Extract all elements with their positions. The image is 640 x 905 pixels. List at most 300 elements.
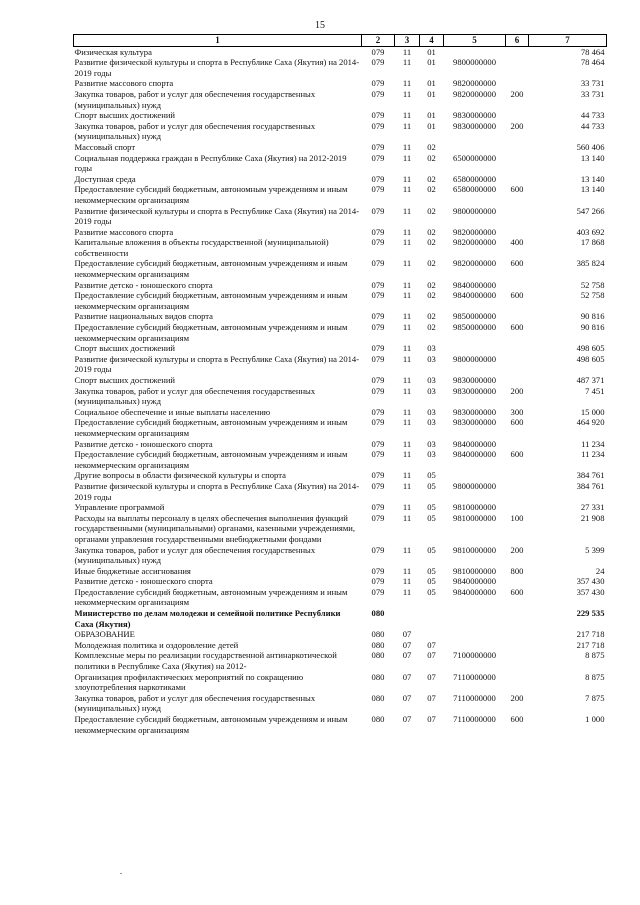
row-name: Предоставление субсидий бюджетным, автономным учреждениям и иным некоммерческим организациям: [74, 290, 348, 311]
row-section-code: 11: [402, 512, 412, 523]
row-expense-type: [506, 206, 529, 227]
table-row: [74, 640, 607, 651]
row-expense-type: [506, 470, 529, 481]
row-expense-type: 600: [510, 417, 524, 428]
row-name: Развитие детско - юношеского спорта: [74, 576, 213, 587]
row-section-code: 11: [402, 141, 412, 152]
row-section-code: 11: [402, 184, 412, 195]
table-row: [74, 57, 607, 78]
row-ministry-code: 080: [371, 639, 385, 650]
row-ministry-code: 079: [371, 502, 385, 513]
row-section-code: 11: [402, 311, 412, 322]
row-section-code: 11: [402, 205, 412, 216]
row-name: Социальная поддержка граждан в Республике Саха (Якутия) на 2012-2019 годы: [74, 152, 347, 174]
row-expense-type: 600: [510, 586, 524, 597]
row-subsection-code: 02: [427, 152, 436, 163]
scan-mark: [120, 873, 122, 874]
row-target-article: 9830000000: [453, 406, 496, 417]
row-ministry-code: 079: [371, 311, 385, 322]
row-section-code: 11: [402, 152, 412, 163]
row-name: Развитие массового спорта: [74, 226, 174, 237]
row-target-article: 9830000000: [453, 110, 496, 121]
row-amount: 384 761: [576, 480, 605, 491]
row-amount: 13 140: [580, 152, 605, 163]
table-row: [74, 672, 607, 693]
table-row: [74, 153, 607, 174]
row-name: Предоставление субсидий бюджетным, автономным учреждениям и иным некоммерческим организациям: [74, 417, 348, 438]
row-expense-type: [506, 640, 529, 651]
table-row: [74, 290, 607, 311]
row-ministry-code: 080: [371, 629, 385, 640]
row-section-code: 11: [402, 470, 412, 481]
table-row: [74, 608, 607, 629]
row-name: Расходы на выплаты персоналу в целях обеспечения выполнения функций государственными (муниципальными) органами, казенными учреждениями, органами управления государственными внебюджетными фондами: [74, 512, 356, 544]
table-row: [74, 629, 607, 640]
row-expense-type: [506, 46, 529, 57]
row-section-code: 11: [402, 576, 412, 587]
row-ministry-code: 079: [371, 237, 385, 248]
row-subsection-code: 07: [427, 714, 436, 724]
row-amount: 24: [595, 565, 605, 576]
row-subsection-code: 02: [427, 311, 436, 322]
table-row: [74, 587, 607, 608]
row-amount: 7 451: [585, 385, 605, 396]
row-name: Закупка товаров, работ и услуг для обеспечения государственных (муниципальных) нужд: [74, 544, 316, 566]
row-name: Комплексные меры по реализации государственной антинаркотической политики в Республике Саха (Якутия) на 2012-: [74, 650, 337, 672]
row-section-code: [395, 608, 420, 629]
row-amount: 384 761: [576, 470, 605, 481]
row-expense-type: 400: [510, 237, 524, 248]
row-amount: 5 399: [585, 544, 605, 555]
row-amount: 52 758: [580, 290, 605, 301]
row-amount: 21 908: [580, 512, 605, 523]
row-name: Спорт высших достижений: [74, 375, 176, 385]
row-subsection-code: 02: [427, 226, 436, 237]
row-amount: 90 816: [580, 322, 605, 333]
row-section-code: 11: [402, 565, 412, 576]
row-expense-type: [506, 502, 529, 513]
table-row: [74, 184, 607, 205]
table-row: [74, 449, 607, 470]
row-section-code: 11: [402, 353, 412, 364]
row-name: Развитие национальных видов спорта: [74, 311, 213, 322]
row-target-article: 9840000000: [453, 279, 496, 290]
row-ministry-code: 079: [371, 279, 385, 290]
table-row: [74, 110, 607, 121]
row-expense-type: 600: [510, 449, 524, 460]
row-ministry-code: 079: [371, 470, 385, 481]
row-target-article: [444, 343, 506, 354]
row-expense-type: [506, 629, 529, 640]
row-subsection-code: [420, 629, 444, 640]
row-subsection-code: 05: [427, 470, 436, 481]
row-ministry-code: 080: [371, 714, 385, 724]
row-ministry-code: 079: [371, 290, 385, 301]
row-name: Спорт высших достижений: [74, 343, 176, 354]
row-subsection-code: 02: [427, 279, 436, 290]
row-ministry-code: 079: [371, 57, 385, 68]
row-subsection-code: 05: [427, 512, 436, 523]
row-ministry-code: 079: [371, 173, 385, 184]
row-target-article: 9810000000: [453, 512, 496, 523]
row-section-code: 11: [402, 120, 412, 131]
table-row: [74, 46, 607, 57]
row-amount: 385 824: [576, 258, 605, 269]
row-subsection-code: 05: [427, 576, 436, 587]
row-target-article: 6580000000: [453, 173, 496, 184]
table-row: [74, 89, 607, 110]
row-ministry-code: 079: [371, 544, 385, 555]
row-ministry-code: 079: [371, 417, 385, 428]
row-amount: 13 140: [580, 184, 605, 195]
row-subsection-code: 01: [427, 88, 436, 99]
row-expense-type: 800: [510, 565, 524, 576]
row-amount: 560 406: [576, 141, 605, 152]
row-expense-type: 200: [510, 544, 524, 555]
row-subsection-code: 02: [427, 290, 436, 301]
row-amount: 11 234: [581, 438, 605, 449]
row-subsection-code: 03: [427, 417, 436, 428]
row-target-article: 9820000000: [453, 78, 496, 89]
row-target-article: 9830000000: [453, 385, 496, 396]
row-name: Закупка товаров, работ и услуг для обеспечения государственных (муниципальных) нужд: [74, 385, 316, 407]
table-row: [74, 237, 607, 258]
table-body: [74, 46, 607, 735]
row-ministry-code: 079: [371, 184, 385, 195]
row-expense-type: [506, 78, 529, 89]
row-section-code: 11: [402, 290, 412, 301]
row-ministry-code: 079: [371, 512, 385, 523]
row-expense-type: 200: [510, 385, 524, 396]
row-amount: 217 718: [576, 629, 605, 640]
row-target-article: 7110000000: [453, 692, 496, 703]
row-section-code: 11: [402, 78, 412, 89]
table-row: [74, 121, 607, 142]
row-ministry-code: 079: [371, 110, 385, 121]
row-name: Развитие детско - юношеского спорта: [74, 279, 213, 290]
row-name: Молодежная политика и оздоровление детей: [74, 639, 239, 650]
row-expense-type: [506, 481, 529, 502]
row-section-code: 11: [402, 385, 412, 396]
row-subsection-code: 01: [427, 110, 436, 121]
row-section-code: 11: [402, 343, 412, 354]
row-name: Иные бюджетные ассигнования: [74, 565, 191, 576]
row-expense-type: 600: [510, 184, 524, 195]
table-row: [74, 502, 607, 513]
row-name: ОБРАЗОВАНИЕ: [74, 629, 135, 640]
row-target-article: 7110000000: [453, 671, 496, 682]
budget-table: [73, 34, 607, 735]
row-expense-type: 200: [510, 692, 524, 703]
row-name: Развитие физической культуры и спорта в Республике Саха (Якутия) на 2014-2019 годы: [74, 205, 360, 227]
row-amount: 8 875: [585, 671, 605, 682]
row-ministry-code: 080: [371, 608, 385, 619]
row-target-article: 9800000000: [453, 480, 496, 491]
row-amount: 27 331: [580, 502, 605, 513]
row-subsection-code: 02: [427, 322, 436, 333]
row-target-article: 9810000000: [453, 565, 496, 576]
row-ministry-code: 079: [371, 385, 385, 396]
row-subsection-code: 02: [427, 205, 436, 216]
row-target-article: [444, 640, 506, 651]
row-section-code: 07: [402, 671, 412, 682]
row-target-article: 6500000000: [453, 152, 496, 163]
table-row: [74, 566, 607, 577]
table-row: [74, 375, 607, 386]
row-subsection-code: 07: [427, 692, 436, 703]
row-amount: 403 692: [576, 226, 605, 237]
row-amount: 547 266: [576, 205, 605, 216]
row-name: Предоставление субсидий бюджетным, автономным учреждениям и иным некоммерческим организациям: [74, 322, 348, 343]
row-section-code: 11: [402, 502, 412, 513]
table-header-row: [74, 35, 607, 47]
table-row: [74, 280, 607, 291]
row-subsection-code: 01: [427, 57, 436, 68]
row-amount: 33 731: [580, 78, 605, 89]
row-name: Предоставление субсидий бюджетным, автономным учреждениям и иным некоммерческим организациям: [74, 449, 348, 470]
table-row: [74, 354, 607, 375]
row-name: Развитие детско - юношеского спорта: [74, 438, 213, 449]
row-expense-type: [506, 57, 529, 78]
row-ministry-code: 079: [371, 375, 385, 385]
row-amount: 44 733: [580, 110, 605, 121]
row-name: Другие вопросы в области физической культуры и спорта: [74, 470, 286, 481]
table-row: [74, 258, 607, 279]
table-row: [74, 481, 607, 502]
row-ministry-code: 080: [371, 692, 385, 703]
header-col-5: 5: [444, 35, 506, 47]
row-section-code: 11: [402, 375, 412, 385]
row-section-code: 11: [402, 226, 412, 237]
row-expense-type: [506, 343, 529, 354]
table-row: [74, 545, 607, 566]
row-name: Развитие массового спорта: [74, 78, 174, 89]
row-section-code: 11: [402, 417, 412, 428]
row-expense-type: [506, 375, 529, 386]
row-subsection-code: 05: [427, 544, 436, 555]
row-name: Спорт высших достижений: [74, 110, 176, 121]
row-subsection-code: 01: [427, 46, 436, 57]
row-amount: 217 718: [576, 639, 605, 650]
row-ministry-code: 079: [371, 46, 385, 57]
row-target-article: 9840000000: [453, 449, 496, 460]
row-expense-type: [506, 174, 529, 185]
row-target-article: 6580000000: [453, 184, 496, 195]
table-row: [74, 227, 607, 238]
table-row: [74, 322, 607, 343]
row-name: Предоставление субсидий бюджетным, автономным учреждениям и иным некоммерческим организациям: [74, 586, 348, 608]
row-subsection-code: 02: [427, 237, 436, 248]
row-expense-type: [506, 280, 529, 291]
row-target-article: [444, 470, 506, 481]
row-name: Развитие физической культуры и спорта в Республике Саха (Якутия) на 2014-2019 годы: [74, 480, 360, 502]
row-expense-type: [506, 311, 529, 322]
row-name: Министерство по делам молодежи и семейной политике Республики Саха (Якутия): [74, 608, 341, 629]
table-row: [74, 714, 607, 735]
row-ministry-code: 079: [371, 438, 385, 449]
row-section-code: 11: [402, 110, 412, 121]
row-name: Физическая культура: [74, 46, 152, 57]
row-name: Развитие физической культуры и спорта в Республике Саха (Якутия) на 2014-2019 годы: [74, 353, 360, 375]
row-amount: 487 371: [576, 375, 605, 385]
row-section-code: 11: [402, 173, 412, 184]
row-subsection-code: 03: [427, 438, 436, 449]
row-amount: 464 920: [576, 417, 605, 428]
row-amount: 498 605: [576, 343, 605, 354]
row-subsection-code: 07: [427, 671, 436, 682]
row-subsection-code: 01: [427, 120, 436, 131]
row-expense-type: [506, 608, 529, 629]
row-ministry-code: 079: [371, 258, 385, 269]
row-amount: 7 875: [585, 692, 605, 703]
row-subsection-code: 03: [427, 406, 436, 417]
row-section-code: 07: [402, 692, 412, 703]
row-ministry-code: 079: [371, 205, 385, 216]
row-target-article: [444, 46, 506, 57]
row-subsection-code: 02: [427, 258, 436, 269]
row-target-article: 9830000000: [453, 120, 496, 131]
row-amount: 357 430: [576, 586, 605, 597]
header-col-2: 2: [362, 35, 395, 47]
row-ministry-code: 079: [371, 406, 385, 417]
row-subsection-code: 02: [427, 184, 436, 195]
row-expense-type: [506, 576, 529, 587]
row-target-article: 9850000000: [453, 311, 496, 322]
row-ministry-code: 079: [371, 353, 385, 364]
row-subsection-code: 03: [427, 449, 436, 460]
row-expense-type: 600: [510, 258, 524, 269]
row-ministry-code: 079: [371, 88, 385, 99]
row-ministry-code: 079: [371, 322, 385, 333]
row-ministry-code: 079: [371, 78, 385, 89]
row-amount: 44 733: [580, 120, 605, 131]
row-section-code: 11: [402, 438, 412, 449]
row-target-article: 9810000000: [453, 544, 496, 555]
row-target-article: 9840000000: [453, 586, 496, 597]
row-expense-type: 300: [510, 406, 524, 417]
row-expense-type: 200: [510, 88, 524, 99]
row-target-article: [444, 608, 506, 629]
row-name: Закупка товаров, работ и услуг для обеспечения государственных (муниципальных) нужд: [74, 692, 316, 714]
row-ministry-code: 079: [371, 152, 385, 163]
row-ministry-code: 079: [371, 226, 385, 237]
row-target-article: 9840000000: [453, 438, 496, 449]
row-subsection-code: 01: [427, 78, 436, 89]
table-row: [74, 206, 607, 227]
row-amount: 11 234: [581, 449, 605, 460]
row-ministry-code: 079: [371, 120, 385, 131]
row-target-article: 9840000000: [453, 290, 496, 301]
row-name: Предоставление субсидий бюджетным, автономным учреждениям и иным некоммерческим организациям: [74, 184, 348, 205]
row-subsection-code: 02: [427, 173, 436, 184]
header-col-1: 1: [74, 35, 362, 47]
row-section-code: 11: [402, 406, 412, 417]
table-row: [74, 343, 607, 354]
row-expense-type: [506, 672, 529, 693]
row-amount: 13 140: [580, 173, 605, 184]
row-target-article: 7110000000: [453, 714, 496, 724]
table-row: [74, 576, 607, 587]
row-amount: 229 535: [576, 608, 605, 619]
header-col-7: 7: [529, 35, 607, 47]
row-section-code: 11: [402, 480, 412, 491]
row-ministry-code: 079: [371, 565, 385, 576]
row-section-code: 07: [402, 639, 412, 650]
header-col-3: 3: [395, 35, 420, 47]
row-subsection-code: 05: [427, 565, 436, 576]
row-section-code: 11: [402, 544, 412, 555]
row-name: Организация профилактических мероприятий по сокращению злоупотребления наркотиками: [74, 671, 304, 693]
table-row: [74, 650, 607, 671]
row-target-article: [444, 629, 506, 640]
row-ministry-code: 079: [371, 586, 385, 597]
row-subsection-code: 05: [427, 586, 436, 597]
row-expense-type: [506, 110, 529, 121]
row-target-article: 9820000000: [453, 88, 496, 99]
row-section-code: 11: [402, 449, 412, 460]
row-section-code: 11: [402, 88, 412, 99]
row-ministry-code: 080: [371, 650, 385, 661]
row-target-article: 9800000000: [453, 205, 496, 216]
table-row: [74, 693, 607, 714]
row-target-article: 9800000000: [453, 57, 496, 68]
header-col-6: 6: [506, 35, 529, 47]
table-row: [74, 78, 607, 89]
row-amount: 33 731: [580, 88, 605, 99]
row-name: Предоставление субсидий бюджетным, автономным учреждениям и иным некоммерческим организациям: [74, 714, 348, 735]
row-name: Доступная среда: [74, 173, 136, 184]
row-section-code: 07: [402, 714, 412, 724]
row-expense-type: 100: [510, 512, 524, 523]
row-target-article: 9820000000: [453, 237, 496, 248]
row-amount: 8 875: [585, 650, 605, 661]
row-amount: 17 868: [580, 237, 605, 248]
row-ministry-code: 080: [371, 671, 385, 682]
row-subsection-code: 03: [427, 343, 436, 354]
row-target-article: 9850000000: [453, 322, 496, 333]
row-subsection-code: 03: [427, 353, 436, 364]
row-expense-type: [506, 142, 529, 153]
row-expense-type: [506, 439, 529, 450]
row-section-code: 07: [402, 629, 412, 640]
row-name: Закупка товаров, работ и услуг для обеспечения государственных (муниципальных) нужд: [74, 88, 316, 110]
row-expense-type: 200: [510, 120, 524, 131]
row-target-article: 9800000000: [453, 353, 496, 364]
row-section-code: 11: [402, 46, 412, 57]
row-amount: 78 464: [580, 46, 605, 57]
row-target-article: 9830000000: [453, 375, 496, 385]
row-amount: 498 605: [576, 353, 605, 364]
table-row: [74, 311, 607, 322]
row-expense-type: [506, 227, 529, 238]
row-amount: 90 816: [580, 311, 605, 322]
header-col-4: 4: [420, 35, 444, 47]
row-section-code: 11: [402, 322, 412, 333]
table-row: [74, 174, 607, 185]
row-section-code: 11: [402, 586, 412, 597]
row-amount: 357 430: [576, 576, 605, 587]
row-subsection-code: 03: [427, 385, 436, 396]
row-subsection-code: 02: [427, 141, 436, 152]
row-name: Социальное обеспечение и иные выплаты населению: [74, 406, 271, 417]
row-target-article: 7100000000: [453, 650, 496, 661]
row-name: Развитие физической культуры и спорта в Республике Саха (Якутия) на 2014-2019 годы: [74, 57, 360, 78]
row-subsection-code: 03: [427, 375, 436, 385]
row-expense-type: 600: [510, 290, 524, 301]
row-ministry-code: 079: [371, 343, 385, 354]
row-subsection-code: 07: [427, 650, 436, 661]
table-row: [74, 470, 607, 481]
